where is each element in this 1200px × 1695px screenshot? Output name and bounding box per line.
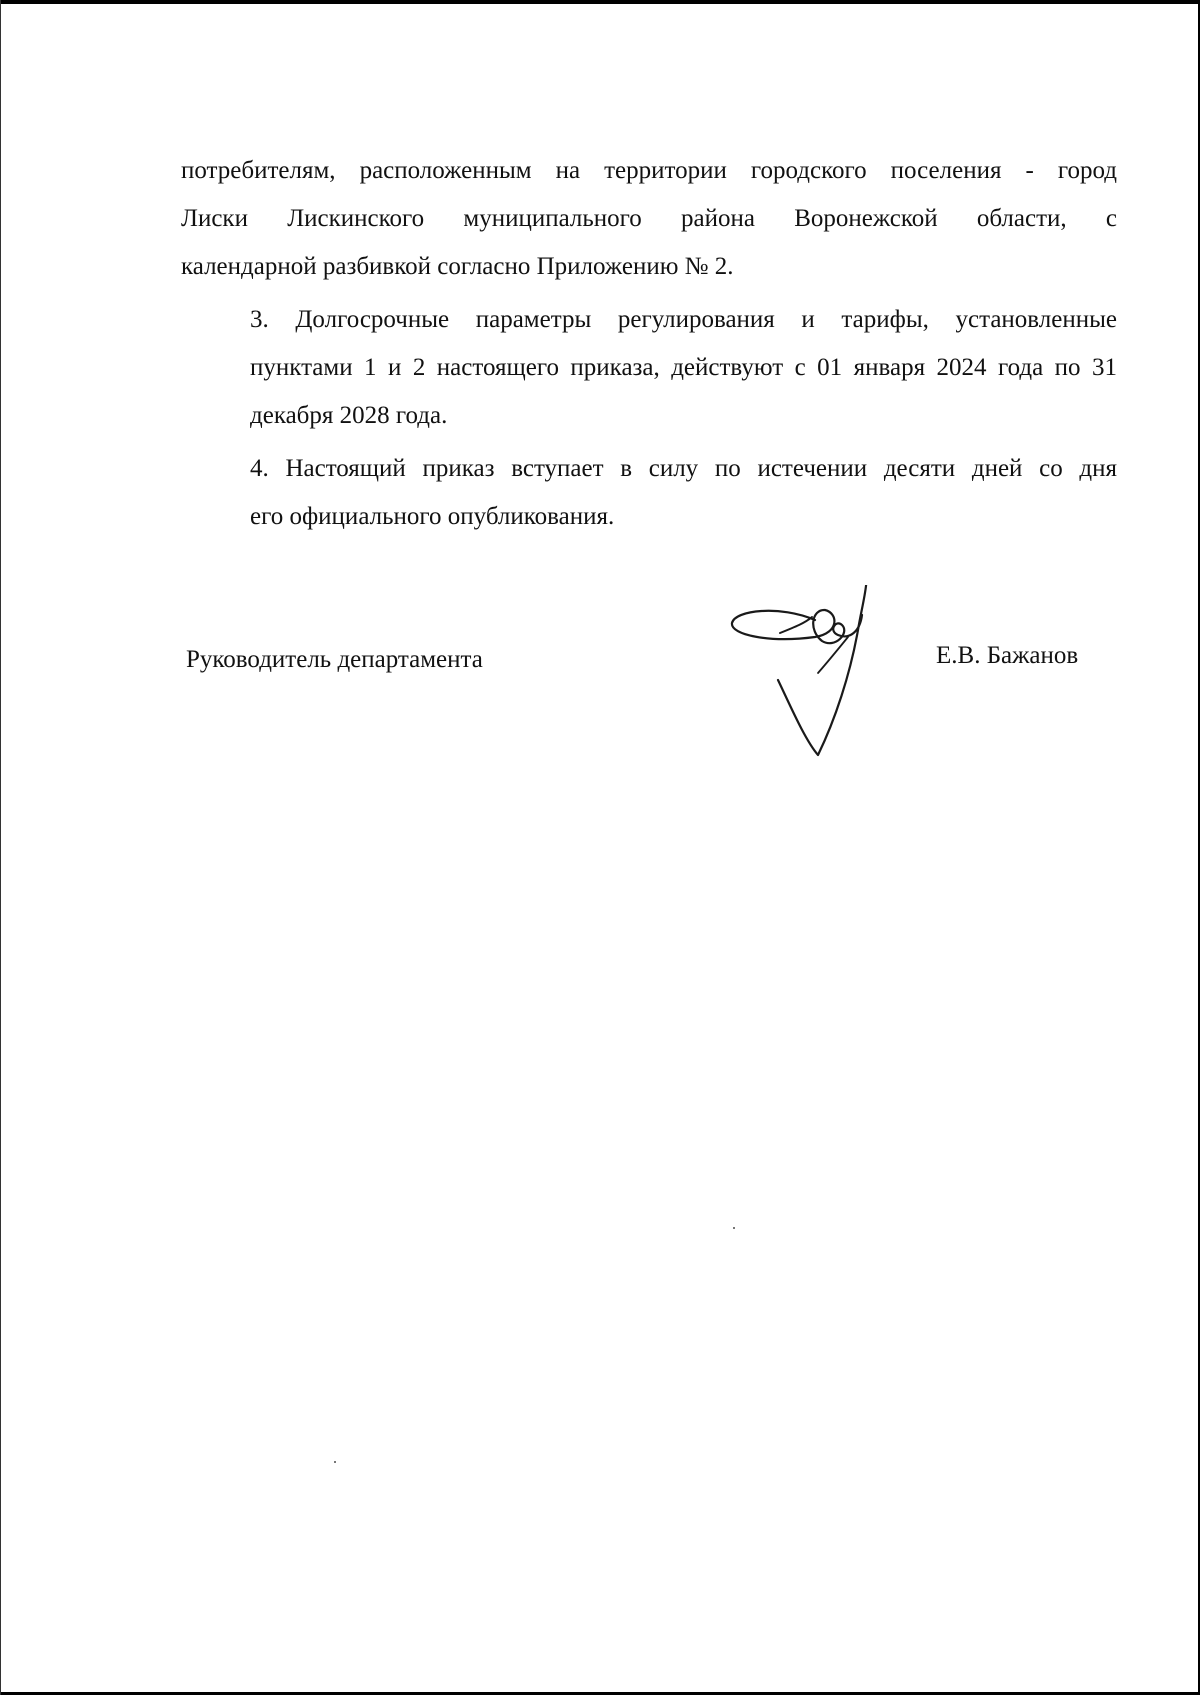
text-line: 3. Долгосрочные параметры регулирования и тарифы, установленные [250, 306, 1117, 333]
text-line: 4. Настоящий приказ вступает в силу по истечении десяти дней со дня [250, 455, 1117, 482]
scan-speck [334, 1461, 336, 1463]
scan-border-top [0, 0, 1200, 4]
scan-border-left [0, 0, 1, 1695]
scan-speck [733, 1227, 735, 1229]
paragraph-item-4 [181, 445, 1117, 541]
paragraph-item-3 [181, 296, 1117, 440]
signatory-role: Руководитель департамента [186, 646, 483, 673]
signature-block [181, 640, 1117, 680]
signatory-name: Е.В. Бажанов [936, 642, 1079, 669]
handwritten-signature-icon [720, 585, 940, 770]
text-line: потребителям, расположенным на территории городского поселения - город [181, 157, 1117, 184]
text-line: календарной разбивкой согласно Приложению № 2. [181, 253, 734, 280]
text-line: его официального опубликования. [250, 503, 615, 530]
paragraph-consumers [181, 147, 1117, 291]
text-line: пунктами 1 и 2 настоящего приказа, действуют с 01 января 2024 года по 31 [250, 354, 1117, 381]
document-body [181, 147, 1117, 541]
text-line: декабря 2028 года. [250, 402, 448, 429]
text-line: Лиски Лискинского муниципального района Воронежской области, с [181, 205, 1117, 232]
